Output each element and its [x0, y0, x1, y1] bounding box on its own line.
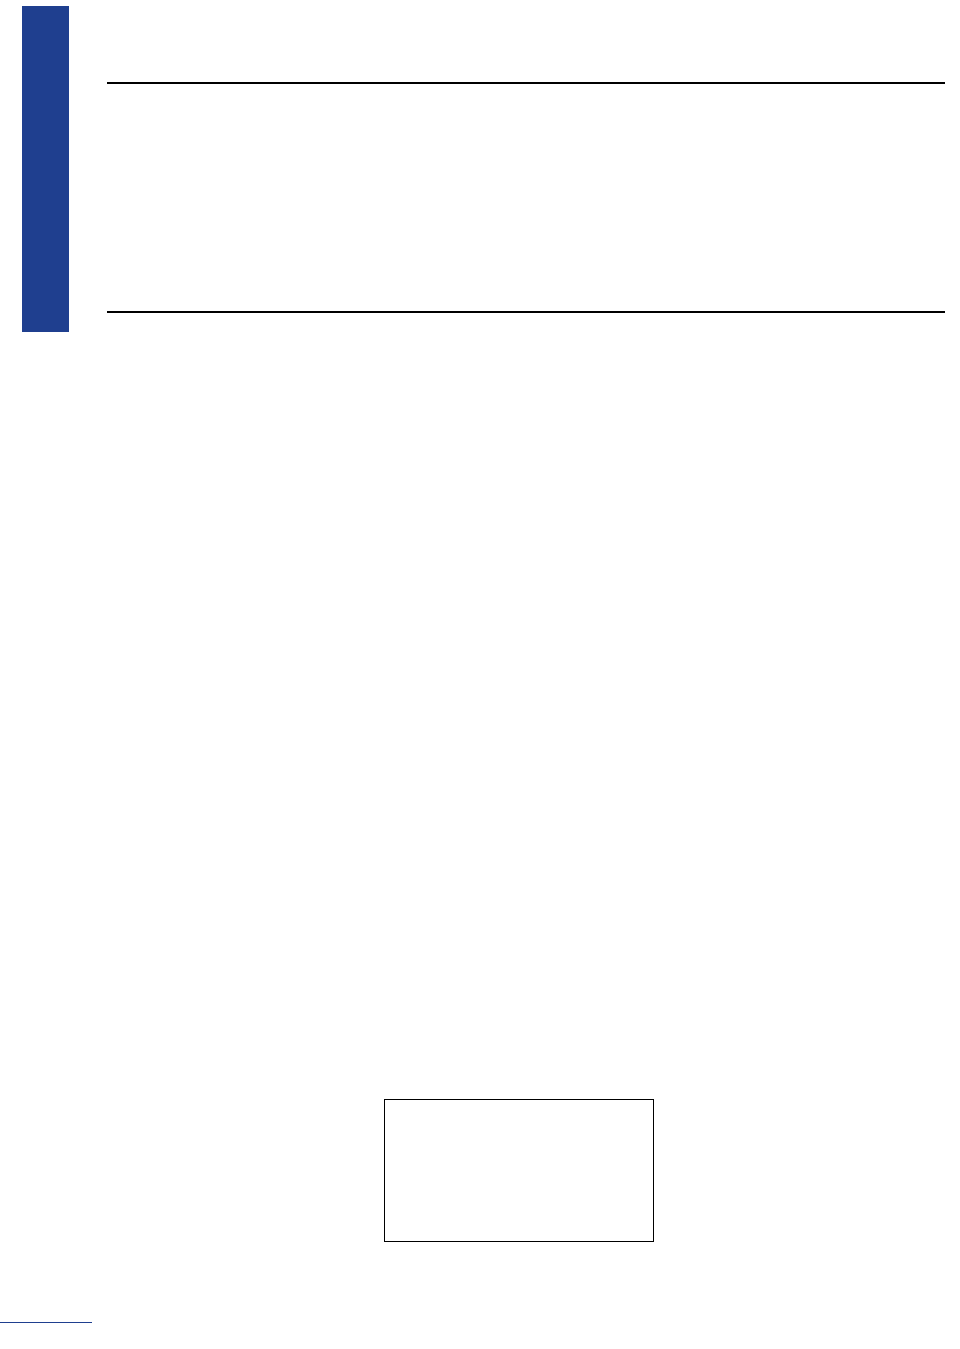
table-bottom-rule [107, 311, 945, 313]
table-top-rule [107, 82, 945, 84]
chart-legend [384, 1099, 654, 1242]
page-rule [0, 1322, 92, 1323]
sidebar-label [22, 6, 69, 332]
